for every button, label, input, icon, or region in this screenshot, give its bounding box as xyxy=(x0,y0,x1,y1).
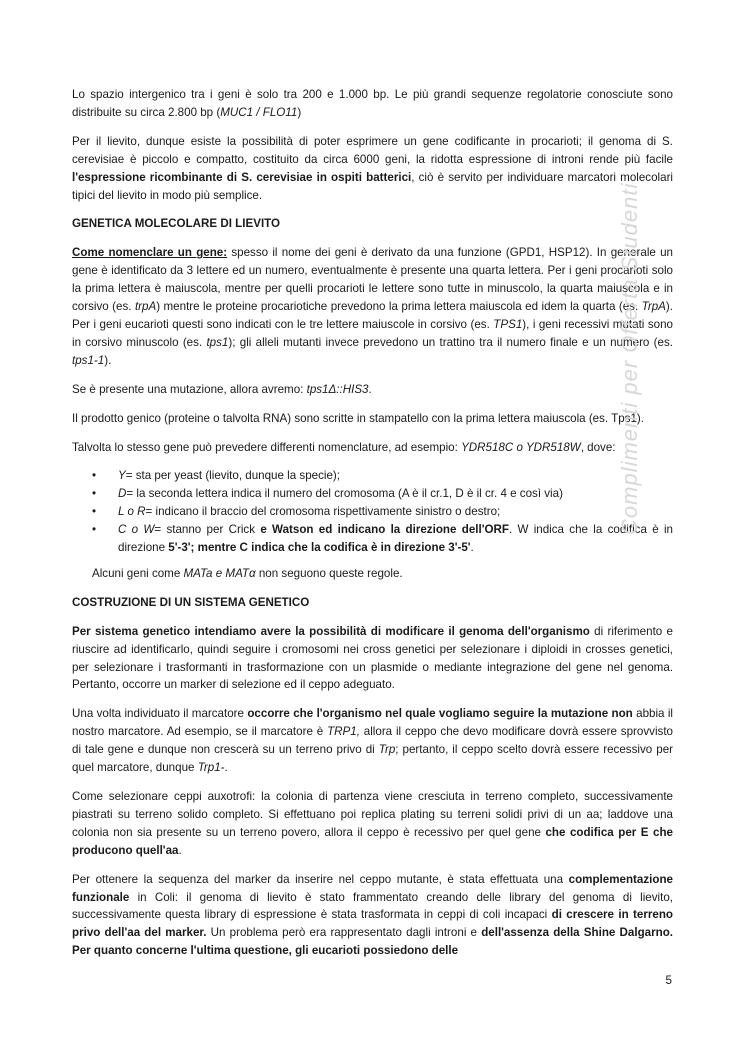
text: Talvolta lo stesso gene può prevedere differenti nomenclature, ad esempio: xyxy=(72,440,462,454)
code-letter: L o R xyxy=(118,505,146,519)
list-item xyxy=(72,503,673,521)
bullet-icon: • xyxy=(92,523,97,537)
text: = indicano il braccio del cromosoma rispettivamente sinistro o destro; xyxy=(145,505,501,519)
bold-text: complementazione funzionale xyxy=(72,872,673,904)
paragraph-mutazione xyxy=(72,381,673,399)
text: . xyxy=(368,382,372,396)
text: , dove: xyxy=(580,440,616,454)
paragraph-marcatore xyxy=(72,705,673,777)
list-item xyxy=(72,485,673,503)
gene-name: TRP1, xyxy=(327,725,360,739)
watermark: Complimenti per Offerta Studenti xyxy=(617,182,642,535)
bold-text: dell'assenza della Shine Dalgarno. Per quanto concerne l'ultima questione, gli eucarioti possiedono delle xyxy=(72,926,673,958)
gene-name: MATa xyxy=(183,566,213,580)
text: . xyxy=(224,761,228,775)
gene-name: tps1-1 xyxy=(72,353,105,367)
bold-text: Per sistema genetico intendiamo avere la possibilità di modificare il genoma dell'organismo xyxy=(72,624,590,638)
text: Se è presente una mutazione, allora avremo: xyxy=(72,382,307,396)
list-item xyxy=(72,467,673,485)
text: Per ottenere la sequenza del marker da inserire nel ceppo mutante, è stata effettuata una xyxy=(72,872,569,886)
text: ) mentre le proteine procariotiche prevedono la prima lettera maiuscola ed idem la quarta (es. xyxy=(156,300,642,314)
document-body xyxy=(72,86,673,971)
gene-name: TPS1 xyxy=(493,317,523,331)
text: = stanno per Crick xyxy=(154,523,261,537)
code-letter: C o W xyxy=(118,523,155,537)
gene-name: TrpA xyxy=(641,300,666,314)
gene-name: trpA xyxy=(134,300,157,314)
code-letter: Y xyxy=(118,469,126,483)
text: di riferimento e riuscire ad identificarlo, quindi seguire i cromosomi nei cross genetici per selezionare i diploidi in crosses genetici, per selezionare i trasformanti in trasformazione con un plasmide o mediante integrazione del gene nel genoma. Pertanto, occorre un marker di selezione ed il ceppo adeguato. xyxy=(72,624,673,692)
section-heading-sistema: COSTRUZIONE DI UN SISTEMA GENETICO xyxy=(72,595,310,609)
text: , ciò è servito per individuare marcatori molecolari tipici del lievito in modo più semplice. xyxy=(72,170,674,202)
paragraph-prodotto-genico: Il prodotto genico (proteine o talvolta RNA) sono scritte in stampatello con la prima lettera maiuscola (es. Tps1). xyxy=(72,411,645,425)
gene-name: MATα xyxy=(225,566,256,580)
paragraph-mat xyxy=(72,565,673,583)
gene-name: Trp1- xyxy=(197,761,225,775)
text: Una volta individuato il marcatore xyxy=(72,707,248,721)
text: ) xyxy=(297,105,302,119)
bold-text: di crescere in terreno privo dell'aa del marker. xyxy=(72,908,673,940)
text: Un problema però era rappresentato dagli introni e xyxy=(206,926,482,940)
list-item xyxy=(72,521,673,557)
code-letter: D xyxy=(118,487,127,501)
text: . xyxy=(178,843,182,857)
text: = la seconda lettera indica il numero del cromosoma (A è il cr.1, D è il cr. 4 e così via) xyxy=(126,487,563,501)
text: Alcuni geni come xyxy=(92,566,184,580)
paragraph-intergenic xyxy=(72,86,673,122)
nomenclature-list xyxy=(72,467,673,557)
gene-name: YDR518C o YDR518W xyxy=(461,440,581,454)
text: ), i geni recessivi mutati sono in corsivo minuscolo (es. xyxy=(72,317,673,349)
gene-name: tps1 xyxy=(206,335,229,349)
text: ); gli alleli mutanti invece prevedono un trattino tra il numero finale e un numero (es. xyxy=(228,335,673,349)
text: spesso il nome dei geni è derivato da una funzione (GPD1, HSP12). In generale un gene è identificato da 3 lettere ed un numero, eventualmente è presente una quarta lettera. Per i geni procarioti solo la prima lettera è maiuscola, mentre per quelli procarioti le lettere sono tutte in minuscolo, la quarta maiuscola e in corsivo (es. xyxy=(72,246,673,314)
text: e xyxy=(212,566,226,580)
text: ; pertanto, il ceppo scelto dovrà essere recessivo per quel marcatore, dunque xyxy=(72,743,673,775)
paragraph-nomenclature xyxy=(72,439,673,457)
paragraph-nomenclatura xyxy=(72,244,673,369)
text: Come selezionare ceppi auxotrofi: la colonia di partenza viene cresciuta in terreno completo, successivamente piastrati su terreno solido completo. Si effettuano poi replica plating su terreni solidi privi di un aa; laddove una colonia non sia presente su un terreno povero, allora il ceppo è recessivo per quel gene xyxy=(72,790,673,839)
text: . W indica che la codifica è in direzione xyxy=(118,523,673,555)
paragraph-lievito xyxy=(72,133,673,205)
gene-name: MUC1 / FLO11 xyxy=(220,105,298,119)
bold-text: e Watson ed indicano la direzione dell'ORF xyxy=(260,523,509,537)
text: Per il lievito, dunque esiste la possibilità di poter esprimere un gene codificante in procarioti; il genoma di S. cerevisiae è piccolo e compatto, costituito da circa 6000 geni, la ridotta espressione di introni rende più facile xyxy=(72,134,673,166)
bold-text: che codifica per E che producono quell'aa xyxy=(72,825,673,857)
section-heading-genetica: GENETICA MOLECOLARE DI LIEVITO xyxy=(72,217,281,231)
underlined-label: Come nomenclare un gene: xyxy=(72,246,228,260)
gene-name: Trp xyxy=(378,743,396,757)
text: = sta per yeast (lievito, dunque la specie); xyxy=(125,469,341,483)
bold-text: 5'-3'; mentre C indica che la codifica è in direzione 3'-5' xyxy=(168,541,471,555)
bullet-icon: • xyxy=(92,505,97,519)
text: non seguono queste regole. xyxy=(255,566,403,580)
page-number: 5 xyxy=(665,974,672,987)
paragraph-auxotrofi xyxy=(72,788,673,860)
bold-text: occorre che l'organismo nel quale vogliamo seguire la mutazione non xyxy=(247,707,633,721)
paragraph-complementazione xyxy=(72,871,673,961)
bullet-icon: • xyxy=(92,487,97,501)
text: abbia il nostro marcatore. Ad esempio, se il marcatore è xyxy=(72,707,674,739)
text: ). Per i geni eucarioti questi sono indicati con le tre lettere maiuscole in corsivo (es. xyxy=(72,300,673,331)
bullet-icon: • xyxy=(92,469,97,483)
text: ). xyxy=(104,353,112,367)
text: in Coli: il genoma di lievito è stato frammentato creando delle library del genoma di lievito, successivamente questa library di espressione è stata trasformata in ceppi di coli incapaci xyxy=(72,890,673,922)
text: allora il ceppo che devo modificare dovrà essere sprovvisto di tale gene e dunque non crescerà su un terreno privo di xyxy=(72,725,673,757)
gene-name: tps1Δ::HIS3 xyxy=(306,382,369,396)
text: . xyxy=(470,541,474,555)
bold-text: l'espressione ricombinante di S. cerevisiae in ospiti batterici xyxy=(72,170,412,184)
text: Lo spazio intergenico tra i geni è solo tra 200 e 1.000 bp. Le più grandi sequenze regolatorie conosciute sono distribuite su circa 2.800 bp ( xyxy=(72,88,673,119)
paragraph-sistema-genetico xyxy=(72,623,673,695)
